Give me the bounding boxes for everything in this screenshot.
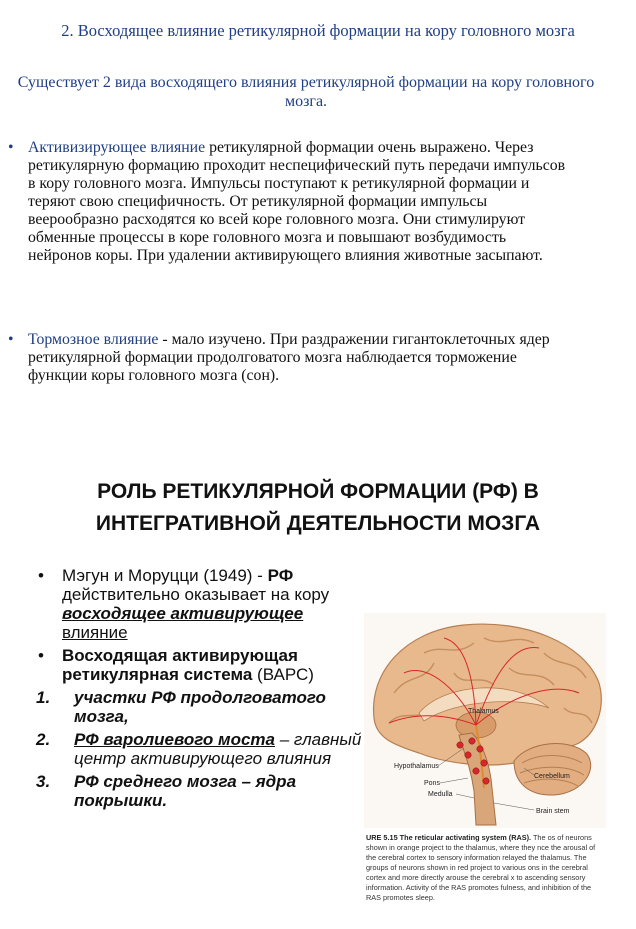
label-pons: Pons bbox=[424, 780, 440, 787]
item-bold: РФ bbox=[267, 566, 294, 585]
label-medulla: Medulla bbox=[428, 791, 453, 798]
figure-caption bbox=[366, 833, 606, 903]
bullet-text: ретикулярной формации очень выражено. Через ретикулярную формацию проходит неспецифический путь передачи импульсов в кору головного мозга. Импульсы поступают к ретикулярной формации и теряют свою специфичность. От ретикулярной формации импульсы веерообразно расходятся ко всей коре головного мозга. Они стимулируют обменные процессы в коре головного мозга и повышают возбудимость нейронов коры. При удалении активирующего влияния животные засыпают. bbox=[28, 139, 566, 264]
bullet-highlight: Активизирующее влияние bbox=[28, 139, 206, 156]
item-text: влияние bbox=[62, 623, 128, 642]
item-emphasis: РФ среднего мозга – ядра покрышки. bbox=[74, 772, 297, 810]
item-number: 3. bbox=[36, 772, 51, 791]
item-emphasis: участки РФ продолговатого мозга, bbox=[74, 688, 326, 726]
bullet-text: - мало изучено. При раздражении гигантоклеточных ядер ретикулярной формации продолговатого мозга наблюдается торможение функции коры головного мозга (сон). bbox=[28, 331, 550, 384]
item-number: 2. bbox=[36, 730, 51, 749]
brain-figure bbox=[364, 613, 606, 923]
bullet-marker: • bbox=[38, 646, 44, 665]
brain-illustration bbox=[364, 613, 606, 828]
bullet-marker: • bbox=[8, 331, 14, 348]
slide-ascending-influence bbox=[0, 0, 636, 440]
label-brain-stem: Brain stem bbox=[536, 808, 570, 815]
slide-reticular-formation-role bbox=[0, 448, 636, 929]
item-text: – главный центр активирующего влияния bbox=[74, 730, 362, 768]
item-bold: Восходящая активирующая ретикулярная система bbox=[62, 646, 298, 684]
bullet-highlight: Тормозное влияние bbox=[28, 331, 159, 348]
bullet-marker: • bbox=[8, 139, 14, 156]
caption-figure-number: URE 5.15 bbox=[366, 833, 398, 842]
bullet-marker: • bbox=[38, 566, 44, 585]
label-thalamus: Thalamus bbox=[468, 708, 499, 715]
numbered-item-3 bbox=[36, 772, 366, 810]
label-hypothalamus: Hypothalamus bbox=[394, 763, 439, 770]
list-item-vars bbox=[36, 646, 366, 684]
label-cerebellum: Cerebellum bbox=[534, 773, 570, 780]
item-text: (ВАРС) bbox=[252, 665, 314, 684]
item-emphasis: восходящее активирующее bbox=[62, 604, 304, 623]
caption-title: The reticular activating system (RAS). bbox=[399, 833, 532, 842]
caption-text: The os of neurons shown in orange project to the thalamus, where they nce the arousal of the cerebral cortex to sensory information relayed the thalamus. The groups of neurons shown in red project to various ons in the cerebral cortex and more directly arouse the cerebral x to ascending sensory information. Activity of the RAS promotes fulness, and inhibition of the RAS promotes sleep. bbox=[366, 833, 596, 902]
item-text: действительно оказывает на кору bbox=[62, 585, 330, 604]
item-emphasis: РФ варолиевого моста bbox=[74, 730, 275, 749]
slide1-title: 2. Восходящее влияние ретикулярной формации на кору головного мозга bbox=[61, 21, 575, 40]
list-item-megoun bbox=[36, 566, 366, 642]
slide2-title: РОЛЬ РЕТИКУЛЯРНОЙ ФОРМАЦИИ (РФ) В ИНТЕГРАТИВНОЙ ДЕЯТЕЛЬНОСТИ МОЗГА bbox=[95, 480, 541, 535]
numbered-item-2 bbox=[36, 730, 366, 768]
numbered-item-1 bbox=[36, 688, 366, 726]
item-number: 1. bbox=[36, 688, 51, 707]
slide2-list bbox=[36, 566, 366, 814]
slide1-subtitle: Существует 2 вида восходящего влияния ретикулярной формации на кору головного мозга. bbox=[17, 74, 595, 110]
item-text: Мэгун и Моруцци (1949) - bbox=[62, 566, 268, 585]
